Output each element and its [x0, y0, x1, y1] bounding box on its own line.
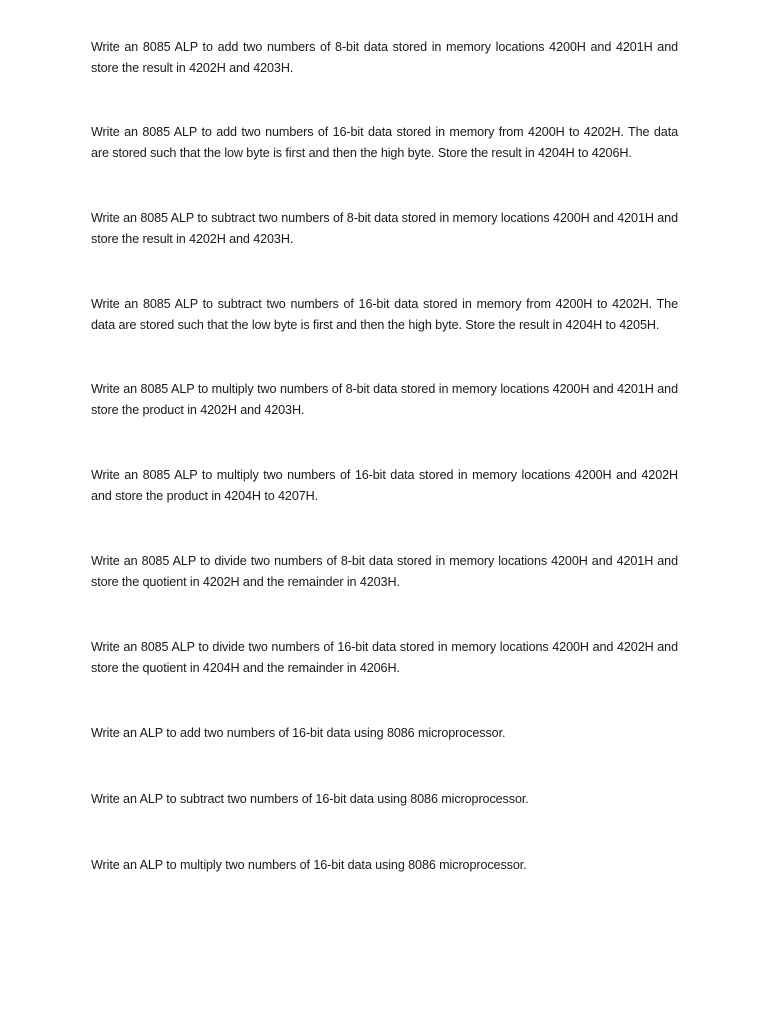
question-paragraph: Write an 8085 ALP to subtract two numbers of 16-bit data stored in memory from 4200H to 4202H. The data are stored such that the low byte is first and then the high byte. Store the result in 4204H to 4205H.	[91, 297, 678, 332]
question-paragraph: Write an ALP to add two numbers of 16-bit data using 8086 microprocessor.	[91, 726, 506, 740]
question-paragraph: Write an 8085 ALP to add two numbers of 8-bit data stored in memory locations 4200H and 4201H and store the result in 4202H and 4203H.	[91, 40, 678, 75]
question-paragraph: Write an ALP to subtract two numbers of 16-bit data using 8086 microprocessor.	[91, 792, 529, 806]
question-paragraph: Write an 8085 ALP to divide two numbers of 8-bit data stored in memory locations 4200H and 4201H and store the quotient in 4202H and the remainder in 4203H.	[91, 554, 678, 589]
question-paragraph: Write an 8085 ALP to multiply two numbers of 16-bit data stored in memory locations 4200H and 4202H and store the product in 4204H to 4207H.	[91, 468, 678, 503]
question-paragraph: Write an 8085 ALP to subtract two numbers of 8-bit data stored in memory locations 4200H and 4201H and store the result in 4202H and 4203H.	[91, 211, 678, 246]
question-paragraph: Write an 8085 ALP to divide two numbers of 16-bit data stored in memory locations 4200H and 4202H and store the quotient in 4204H and the remainder in 4206H.	[91, 640, 678, 675]
question-paragraph: Write an ALP to multiply two numbers of 16-bit data using 8086 microprocessor.	[91, 858, 527, 872]
question-paragraph: Write an 8085 ALP to multiply two numbers of 8-bit data stored in memory locations 4200H and 4201H and store the product in 4202H and 4203H.	[91, 382, 678, 417]
question-paragraph: Write an 8085 ALP to add two numbers of 16-bit data stored in memory from 4200H to 4202H. The data are stored such that the low byte is first and then the high byte. Store the result in 4204H to 4206H.	[91, 125, 678, 160]
